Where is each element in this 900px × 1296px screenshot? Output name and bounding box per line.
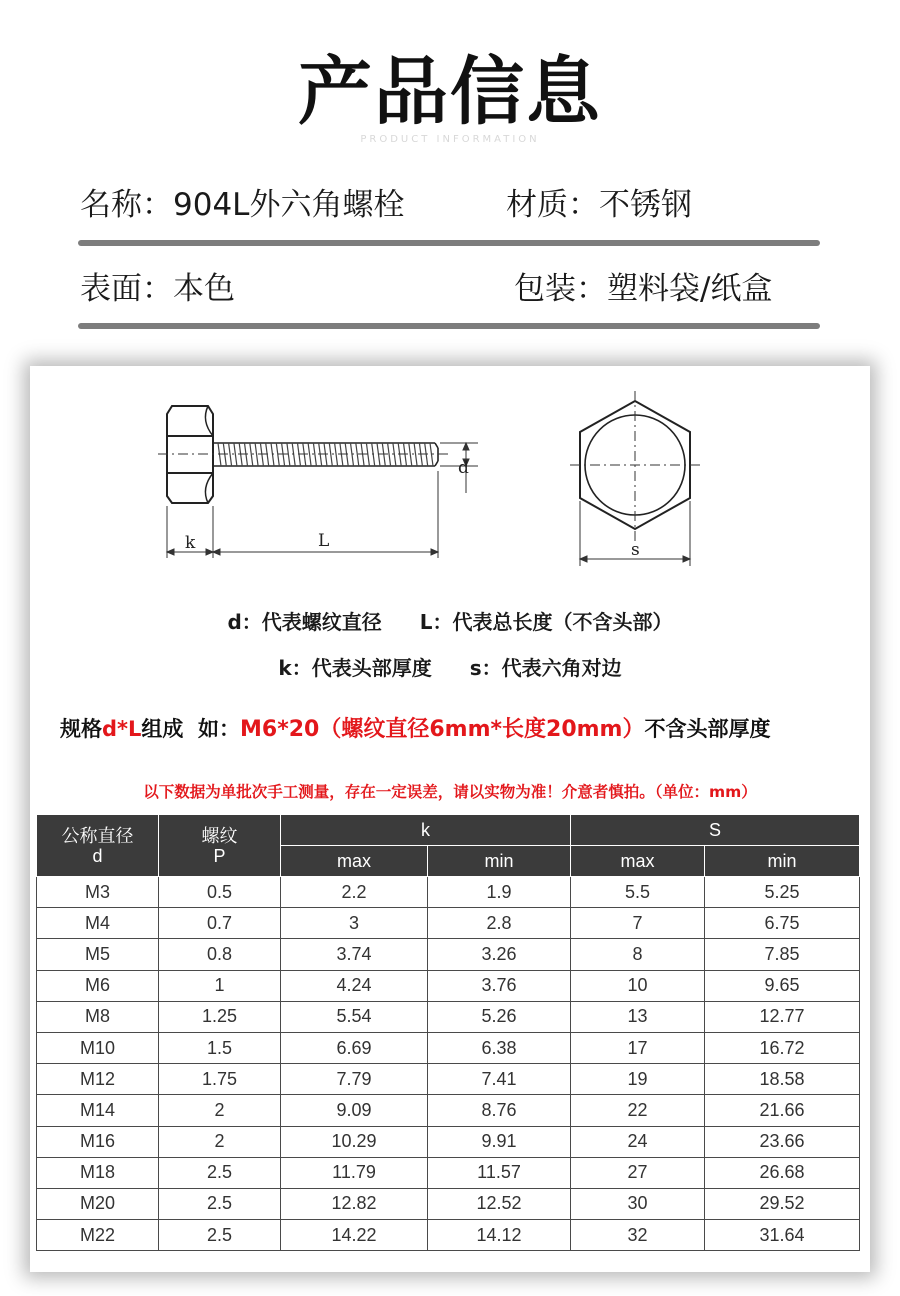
table-cell: 4.24 bbox=[281, 970, 428, 1001]
table-cell: 5.26 bbox=[428, 1001, 571, 1032]
spec-line bbox=[60, 712, 860, 743]
thread-line bbox=[308, 443, 311, 466]
table-cell: 1.75 bbox=[159, 1064, 281, 1095]
page-title: 产品信息 bbox=[298, 49, 602, 135]
header-pitch: 螺纹 P bbox=[159, 815, 281, 877]
table-cell: 12.82 bbox=[281, 1188, 428, 1219]
table-cell: 5.25 bbox=[705, 877, 860, 908]
table-cell: 29.52 bbox=[705, 1188, 860, 1219]
table-cell: 2.2 bbox=[281, 877, 428, 908]
spec-example: M6*20（螺纹直径6mm*长度20mm） bbox=[240, 717, 645, 742]
thread-line bbox=[234, 443, 237, 466]
table-cell: 0.7 bbox=[159, 908, 281, 939]
measurement-note: 以下数据为单批次手工测量，存在一定误差，请以实物为准！介意者慎拍。（单位：mm） bbox=[143, 783, 757, 801]
table-cell: 32 bbox=[571, 1220, 705, 1251]
table-cell: 12.77 bbox=[705, 1001, 860, 1032]
table-row bbox=[37, 908, 860, 939]
header-diameter: 公称直径 d bbox=[37, 815, 159, 877]
table-cell: 13 bbox=[571, 1001, 705, 1032]
table-cell: M16 bbox=[37, 1126, 159, 1157]
table-row bbox=[37, 1157, 860, 1188]
product-surface: 表面：本色 bbox=[80, 271, 235, 307]
header-k: k bbox=[281, 815, 571, 846]
spec-suffix: 不含头部厚度 bbox=[644, 717, 771, 741]
table-cell: 2.8 bbox=[428, 908, 571, 939]
table-cell: 1.9 bbox=[428, 877, 571, 908]
table-cell: 3.76 bbox=[428, 970, 571, 1001]
table-cell: M5 bbox=[37, 939, 159, 970]
header-s: S bbox=[571, 815, 860, 846]
table-cell: 7.79 bbox=[281, 1064, 428, 1095]
table-row bbox=[37, 1064, 860, 1095]
header-s-max: max bbox=[571, 846, 705, 877]
table-cell: 19 bbox=[571, 1064, 705, 1095]
spec-dl: d*L bbox=[102, 717, 142, 741]
header-k-min: min bbox=[428, 846, 571, 877]
table-cell: 30 bbox=[571, 1188, 705, 1219]
table-cell: M4 bbox=[37, 908, 159, 939]
table-cell: 3.26 bbox=[428, 939, 571, 970]
thread-line bbox=[409, 443, 412, 466]
spec-eg: 如： bbox=[198, 717, 241, 741]
table-cell: 6.75 bbox=[705, 908, 860, 939]
table-cell: 6.69 bbox=[281, 1032, 428, 1063]
table-cell: 21.66 bbox=[705, 1095, 860, 1126]
table-cell: 2.5 bbox=[159, 1188, 281, 1219]
table-cell: M10 bbox=[37, 1032, 159, 1063]
table-cell: 18.58 bbox=[705, 1064, 860, 1095]
table-cell: 7 bbox=[571, 908, 705, 939]
table-cell: M12 bbox=[37, 1064, 159, 1095]
table-cell: 5.54 bbox=[281, 1001, 428, 1032]
table-cell: 0.5 bbox=[159, 877, 281, 908]
table-cell: M22 bbox=[37, 1220, 159, 1251]
table-row bbox=[37, 1095, 860, 1126]
table-cell: 31.64 bbox=[705, 1220, 860, 1251]
legend-row-1 bbox=[30, 606, 870, 635]
table-cell: 7.41 bbox=[428, 1064, 571, 1095]
table-cell: 2 bbox=[159, 1126, 281, 1157]
table-cell: 9.09 bbox=[281, 1095, 428, 1126]
table-cell: 17 bbox=[571, 1032, 705, 1063]
table-cell: M14 bbox=[37, 1095, 159, 1126]
table-cell: M6 bbox=[37, 970, 159, 1001]
label-L: L bbox=[318, 531, 330, 551]
table-cell: 11.57 bbox=[428, 1157, 571, 1188]
table-cell: 26.68 bbox=[705, 1157, 860, 1188]
table-cell: M18 bbox=[37, 1157, 159, 1188]
table-cell: 8 bbox=[571, 939, 705, 970]
spec-card bbox=[30, 366, 870, 1272]
table-row bbox=[37, 970, 860, 1001]
top-view-center-lines bbox=[570, 391, 700, 541]
bolt-diagram bbox=[30, 366, 870, 586]
legend-k: k：代表头部厚度 bbox=[278, 656, 432, 680]
table-cell: 10.29 bbox=[281, 1126, 428, 1157]
table-cell: 3 bbox=[281, 908, 428, 939]
table-cell: 2.5 bbox=[159, 1157, 281, 1188]
spec-table bbox=[36, 814, 860, 1251]
label-s: s bbox=[631, 540, 640, 560]
dimension-k-L bbox=[167, 471, 438, 558]
divider bbox=[78, 240, 820, 246]
table-cell: M8 bbox=[37, 1001, 159, 1032]
table-cell: 27 bbox=[571, 1157, 705, 1188]
table-row bbox=[37, 1001, 860, 1032]
table-row bbox=[37, 939, 860, 970]
info-row-2 bbox=[78, 264, 820, 314]
table-cell: 16.72 bbox=[705, 1032, 860, 1063]
table-cell: 2 bbox=[159, 1095, 281, 1126]
table-cell: 3.74 bbox=[281, 939, 428, 970]
table-cell: 7.85 bbox=[705, 939, 860, 970]
legend-s: s：代表六角对边 bbox=[469, 656, 622, 680]
table-row bbox=[37, 877, 860, 908]
info-row-1 bbox=[78, 180, 820, 230]
label-d: d bbox=[458, 458, 469, 478]
label-k: k bbox=[185, 533, 196, 553]
thread-line bbox=[329, 443, 332, 466]
table-cell: 8.76 bbox=[428, 1095, 571, 1126]
table-cell: 1.25 bbox=[159, 1001, 281, 1032]
table-cell: M20 bbox=[37, 1188, 159, 1219]
header-s-min: min bbox=[705, 846, 860, 877]
divider bbox=[78, 323, 820, 329]
spec-prefix: 规格 bbox=[60, 717, 102, 741]
table-cell: 2.5 bbox=[159, 1220, 281, 1251]
product-name: 名称：904L外六角螺栓 bbox=[80, 187, 405, 223]
table-cell: 5.5 bbox=[571, 877, 705, 908]
table-cell: 1 bbox=[159, 970, 281, 1001]
table-cell: 9.65 bbox=[705, 970, 860, 1001]
header-k-max: max bbox=[281, 846, 428, 877]
thread-line bbox=[388, 443, 391, 466]
table-cell: 0.8 bbox=[159, 939, 281, 970]
legend-row-2 bbox=[30, 652, 870, 681]
table-cell: M3 bbox=[37, 877, 159, 908]
table-cell: 6.38 bbox=[428, 1032, 571, 1063]
thread-line bbox=[414, 443, 417, 466]
table-cell: 11.79 bbox=[281, 1157, 428, 1188]
legend-L: L：代表总长度（不含头部） bbox=[419, 610, 673, 634]
table-cell: 14.12 bbox=[428, 1220, 571, 1251]
table-row bbox=[37, 1188, 860, 1219]
table-cell: 24 bbox=[571, 1126, 705, 1157]
page-subtitle: PRODUCT INFORMATION bbox=[360, 134, 540, 145]
table-row bbox=[37, 1032, 860, 1063]
spec-compose: 组成 bbox=[141, 717, 184, 741]
table-cell: 23.66 bbox=[705, 1126, 860, 1157]
thread-line bbox=[335, 443, 338, 466]
table-row bbox=[37, 1126, 860, 1157]
legend-d: d：代表螺纹直径 bbox=[227, 610, 382, 634]
table-cell: 12.52 bbox=[428, 1188, 571, 1219]
table-cell: 1.5 bbox=[159, 1032, 281, 1063]
table-cell: 22 bbox=[571, 1095, 705, 1126]
table-cell: 14.22 bbox=[281, 1220, 428, 1251]
thread-line bbox=[255, 443, 258, 466]
table-cell: 9.91 bbox=[428, 1126, 571, 1157]
thread-line bbox=[229, 443, 232, 466]
product-packaging: 包装：塑料袋/纸盒 bbox=[514, 271, 773, 307]
table-row bbox=[37, 1220, 860, 1251]
table-cell: 10 bbox=[571, 970, 705, 1001]
product-material: 材质：不锈钢 bbox=[506, 187, 692, 223]
